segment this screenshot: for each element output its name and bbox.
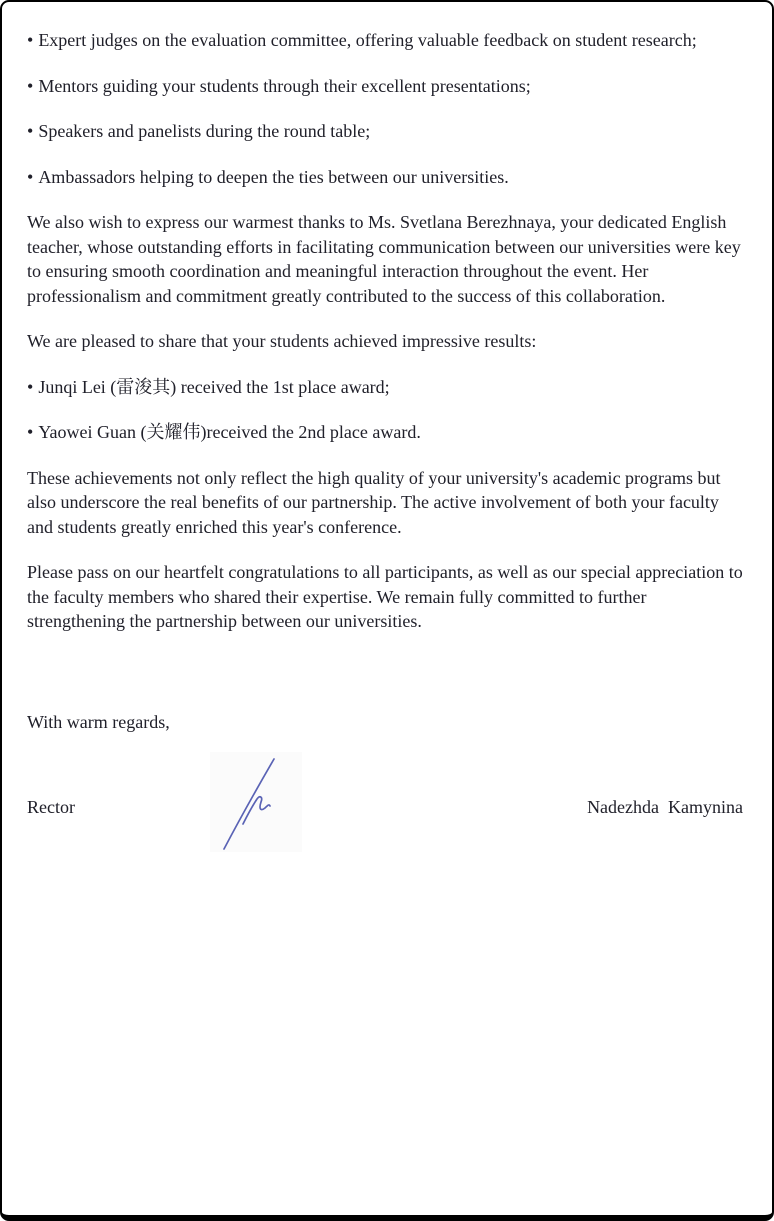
bullet-marker: • <box>27 30 34 50</box>
bullet-mentors <box>27 74 743 99</box>
bullet-marker: • <box>27 376 34 397</box>
bullet-text: Mentors guiding your students through their excellent presentations; <box>38 75 531 96</box>
bullet-marker: • <box>27 166 34 187</box>
bullet-text: Expert judges on the evaluation committee, offering valuable feedback on student research; <box>38 30 697 50</box>
bullet-marker: • <box>27 121 34 141</box>
bullet-marker: • <box>27 422 34 442</box>
signer-title: Rector <box>27 797 75 817</box>
bullet-award-second-place <box>27 420 743 445</box>
closing-line: With warm regards, <box>27 711 170 732</box>
letter-body <box>27 28 743 867</box>
paragraph-achievements: These achievements not only reflect the high quality of your university's academic programs but also underscore the real benefits of our partnership. The active involvement of both your faculty and students greatly enriched this year's conference. <box>27 467 721 537</box>
signer-name: Nadezhda Kamynina <box>587 797 743 817</box>
paragraph-congrats: Please pass on our heartfelt congratulations to all participants, as well as our special appreciation to the faculty members who shared their expertise. We remain fully committed to further strengthening the partnership between our universities. <box>27 562 743 631</box>
bullet-text: Junqi Lei (雷浚其) received the 1st place award; <box>38 376 390 397</box>
bullet-text: Yaowei Guan (关耀伟)received the 2nd place award. <box>38 422 421 442</box>
bullet-text: Ambassadors helping to deepen the ties between our universities. <box>38 166 509 187</box>
signature-row <box>27 752 743 867</box>
bullet-ambassadors <box>27 165 743 190</box>
paragraph-results-intro: We are pleased to share that your students achieved impressive results: <box>27 331 537 351</box>
bullet-speakers <box>27 119 743 144</box>
paragraph-thanks: We also wish to express our warmest thanks to Ms. Svetlana Berezhnaya, your dedicated English teacher, whose outstanding efforts in facilitating communication between our universities were key to ensuring smooth coordination and meaningful interaction throughout the event. Her professionalism and commitment greatly contributed to the success of this collaboration. <box>27 212 741 306</box>
handwritten-signature-icon <box>210 752 302 852</box>
bullet-expert-judges <box>27 28 743 53</box>
bullet-text: Speakers and panelists during the round table; <box>38 121 371 141</box>
bullet-award-first-place <box>27 375 743 400</box>
bullet-marker: • <box>27 75 34 96</box>
